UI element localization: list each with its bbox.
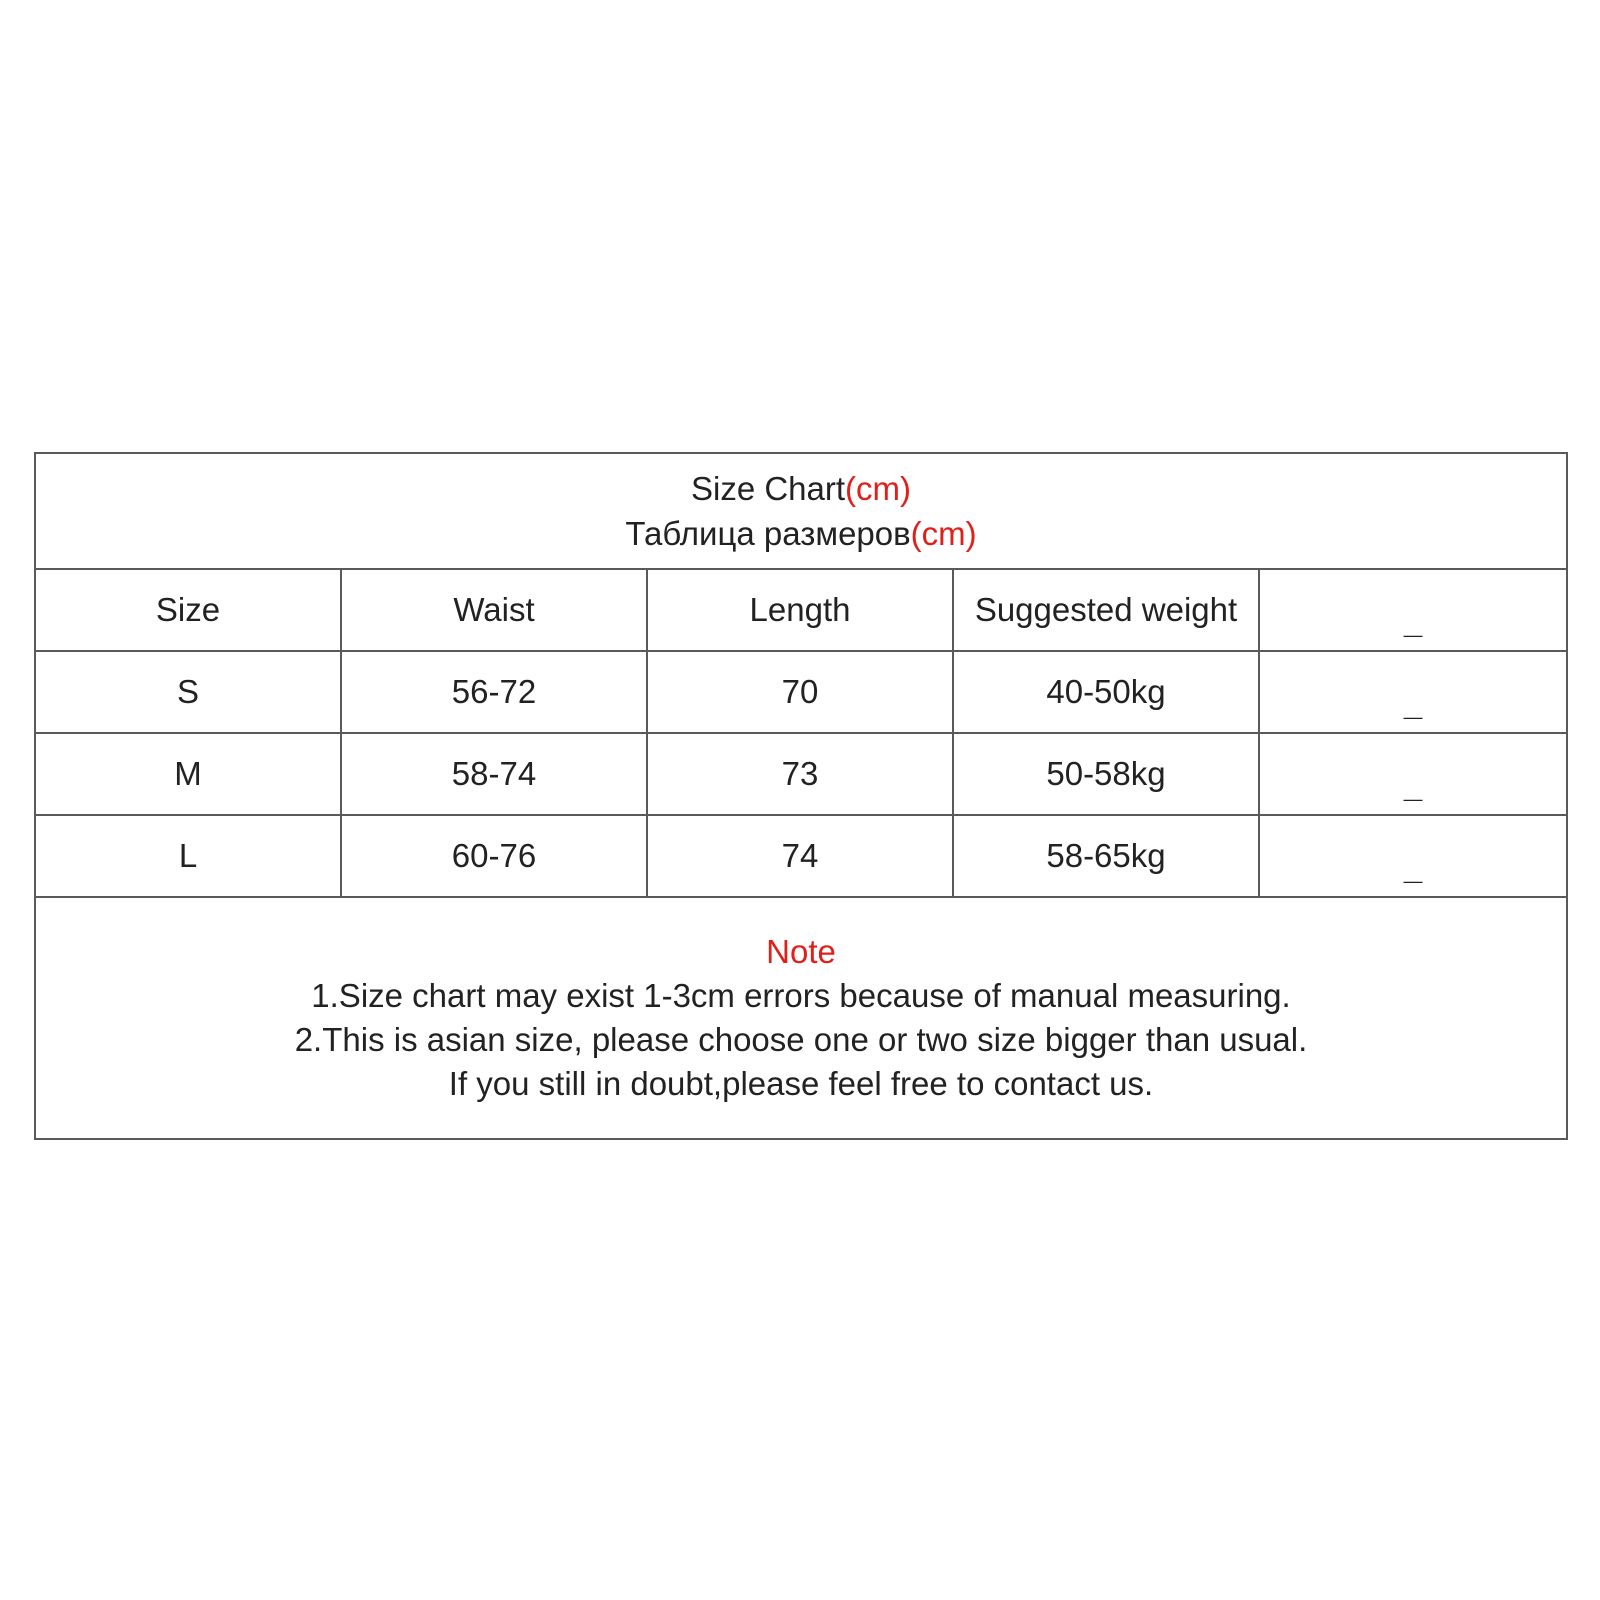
cell-size: S [35,651,341,733]
size-chart-table [34,452,1568,1140]
title-english-text: Size Chart [690,470,846,507]
note-section [35,897,1567,1139]
blank-dash: _ [1403,685,1423,722]
header-row [35,569,1567,651]
cell-blank [1259,733,1567,815]
note-row [35,897,1567,1139]
column-header-blank [1259,569,1567,651]
cell-waist: 60-76 [341,815,647,897]
cell-waist: 56-72 [341,651,647,733]
title-english-unit: (cm) [845,470,912,507]
title-russian-text: Таблица размеров [625,515,911,552]
cell-weight: 50-58kg [953,733,1259,815]
title-russian-unit: (cm) [910,515,977,552]
cell-size: M [35,733,341,815]
chart-title [35,453,1567,569]
column-header-waist: Waist [341,569,647,651]
cell-blank [1259,815,1567,897]
cell-length: 70 [647,651,953,733]
cell-length: 73 [647,733,953,815]
note-line: 1.Size chart may exist 1-3cm errors because of manual measuring. [311,977,1291,1014]
note-line: 2.This is asian size, please choose one or two size bigger than usual. [294,1021,1308,1058]
blank-dash: _ [1403,767,1423,804]
cell-length: 74 [647,815,953,897]
blank-dash: _ [1403,603,1423,640]
note-line: If you still in doubt,please feel free to contact us. [448,1065,1154,1102]
column-header-size: Size [35,569,341,651]
title-english [36,466,1566,511]
blank-dash: _ [1403,849,1423,886]
cell-weight: 40-50kg [953,651,1259,733]
title-russian [36,511,1566,556]
column-header-suggested-weight: Suggested weight [953,569,1259,651]
title-row [35,453,1567,569]
note-title: Note [766,933,836,970]
table-row [35,733,1567,815]
cell-waist: 58-74 [341,733,647,815]
cell-blank [1259,651,1567,733]
cell-size: L [35,815,341,897]
table-row [35,651,1567,733]
column-header-length: Length [647,569,953,651]
cell-weight: 58-65kg [953,815,1259,897]
table-row [35,815,1567,897]
